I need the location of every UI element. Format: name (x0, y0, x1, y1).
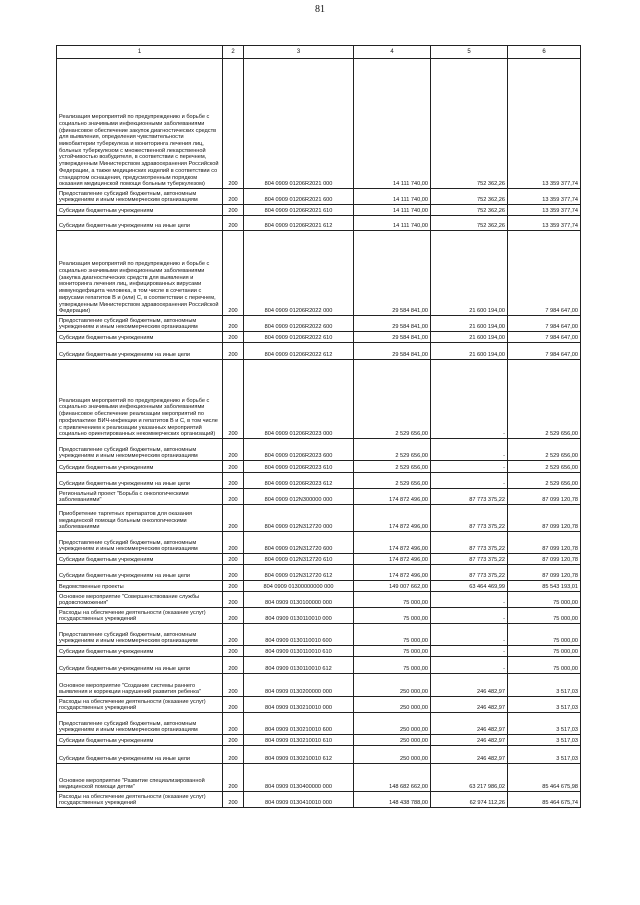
row-name-cell: Региональный проект "Борьба с онкологическими заболеваниями" (57, 489, 223, 505)
table-row (57, 554, 581, 565)
table-row (57, 697, 581, 713)
row-kbk-cell: 804 0909 01206R2022 600 (244, 316, 354, 332)
row-approved-amount-cell: 75 000,00 (354, 657, 431, 674)
row-code-cell: 200 (223, 657, 244, 674)
row-kbk-cell: 804 0909 01206R2022 610 (244, 332, 354, 343)
table-row (57, 461, 581, 473)
row-kbk-cell: 804 0909 01206R2023 000 (244, 360, 354, 439)
row-code-cell: 200 (223, 332, 244, 343)
row-remaining-amount-cell: 87 099 120,78 (508, 489, 581, 505)
row-executed-amount-cell: 752 362,26 (431, 205, 508, 216)
row-code-cell: 200 (223, 489, 244, 505)
row-remaining-amount-cell: 2 529 656,00 (508, 439, 581, 461)
row-approved-amount-cell: 14 111 740,00 (354, 59, 431, 189)
row-executed-amount-cell: - (431, 646, 508, 657)
row-code-cell: 200 (223, 343, 244, 360)
row-code-cell: 200 (223, 608, 244, 624)
table-row (57, 439, 581, 461)
row-name-cell: Основное мероприятие "Совершенствование службы родовспоможения" (57, 592, 223, 608)
row-remaining-amount-cell: 75 000,00 (508, 608, 581, 624)
row-remaining-amount-cell: 13 359 377,74 (508, 189, 581, 205)
row-remaining-amount-cell: 3 517,03 (508, 674, 581, 697)
row-remaining-amount-cell: 13 359 377,74 (508, 205, 581, 216)
row-executed-amount-cell: 62 974 112,26 (431, 792, 508, 808)
row-name-cell: Субсидии бюджетным учреждениям (57, 554, 223, 565)
table-row (57, 216, 581, 231)
row-name-cell: Предоставление субсидий бюджетным, автономным учреждениям и иным некоммерческим организациям (57, 189, 223, 205)
row-kbk-cell: 804 0909 0130210010 610 (244, 735, 354, 746)
row-executed-amount-cell: - (431, 608, 508, 624)
row-approved-amount-cell: 148 438 788,00 (354, 792, 431, 808)
row-approved-amount-cell: 148 682 662,00 (354, 764, 431, 792)
row-remaining-amount-cell: 75 000,00 (508, 592, 581, 608)
row-approved-amount-cell: 149 007 662,00 (354, 581, 431, 592)
row-approved-amount-cell: 2 529 656,00 (354, 360, 431, 439)
row-kbk-cell: 804 0909 01300000000 000 (244, 581, 354, 592)
row-remaining-amount-cell: 85 543 193,01 (508, 581, 581, 592)
row-code-cell: 200 (223, 216, 244, 231)
row-remaining-amount-cell: 13 359 377,74 (508, 59, 581, 189)
row-name-cell: Предоставление субсидий бюджетным, автономным учреждениям и иным некоммерческим организациям (57, 316, 223, 332)
row-approved-amount-cell: 2 529 656,00 (354, 439, 431, 461)
row-remaining-amount-cell: 87 099 120,78 (508, 554, 581, 565)
row-executed-amount-cell: 752 362,26 (431, 59, 508, 189)
column-header: 4 (354, 46, 431, 59)
row-name-cell: Основное мероприятие "Развитие специализированной медицинской помощи детям" (57, 764, 223, 792)
row-code-cell: 200 (223, 646, 244, 657)
table-row (57, 316, 581, 332)
row-kbk-cell: 804 0909 0130410010 000 (244, 792, 354, 808)
row-code-cell: 200 (223, 473, 244, 489)
budget-table (56, 45, 581, 808)
row-approved-amount-cell: 29 584 841,00 (354, 343, 431, 360)
row-approved-amount-cell: 75 000,00 (354, 608, 431, 624)
row-approved-amount-cell: 250 000,00 (354, 735, 431, 746)
row-approved-amount-cell: 2 529 656,00 (354, 473, 431, 489)
table-row (57, 343, 581, 360)
row-code-cell: 200 (223, 439, 244, 461)
row-executed-amount-cell: - (431, 439, 508, 461)
row-remaining-amount-cell: 85 464 675,74 (508, 792, 581, 808)
row-executed-amount-cell: 752 362,26 (431, 189, 508, 205)
row-code-cell: 200 (223, 624, 244, 646)
row-kbk-cell: 804 0909 01206R2023 610 (244, 461, 354, 473)
table-row (57, 360, 581, 439)
row-kbk-cell: 804 0909 01206R2023 612 (244, 473, 354, 489)
table-row (57, 624, 581, 646)
column-header: 2 (223, 46, 244, 59)
table-row (57, 581, 581, 592)
row-approved-amount-cell: 29 584 841,00 (354, 231, 431, 316)
column-header: 1 (57, 46, 223, 59)
row-executed-amount-cell: 246 482,97 (431, 713, 508, 735)
row-approved-amount-cell: 250 000,00 (354, 746, 431, 764)
row-approved-amount-cell: 14 111 740,00 (354, 216, 431, 231)
row-code-cell: 200 (223, 581, 244, 592)
row-name-cell: Субсидии бюджетным учреждениям (57, 646, 223, 657)
row-code-cell: 200 (223, 532, 244, 554)
row-remaining-amount-cell: 2 529 656,00 (508, 461, 581, 473)
row-name-cell: Субсидии бюджетным учреждениям (57, 205, 223, 216)
table-row (57, 505, 581, 532)
row-approved-amount-cell: 174 872 496,00 (354, 532, 431, 554)
row-name-cell: Основное мероприятие "Создание системы раннего выявления и коррекции нарушений развития ребенка" (57, 674, 223, 697)
row-executed-amount-cell: 87 773 375,22 (431, 489, 508, 505)
row-code-cell: 200 (223, 505, 244, 532)
row-name-cell: Предоставление субсидий бюджетным, автономным учреждениям и иным некоммерческим организациям (57, 713, 223, 735)
row-code-cell: 200 (223, 697, 244, 713)
row-name-cell: Субсидии бюджетным учреждениям на иные цели (57, 565, 223, 581)
row-executed-amount-cell: 21 600 194,00 (431, 231, 508, 316)
row-kbk-cell: 804 0909 0130110010 612 (244, 657, 354, 674)
table-row (57, 332, 581, 343)
table-row (57, 489, 581, 505)
row-kbk-cell: 804 0909 012N300000 000 (244, 489, 354, 505)
table-row (57, 646, 581, 657)
row-kbk-cell: 804 0909 0130100000 000 (244, 592, 354, 608)
row-name-cell: Расходы на обеспечение деятельности (оказание услуг) государственных учреждений (57, 608, 223, 624)
table-row (57, 746, 581, 764)
row-remaining-amount-cell: 87 099 120,78 (508, 505, 581, 532)
column-header: 5 (431, 46, 508, 59)
table-row (57, 473, 581, 489)
row-kbk-cell: 804 0909 01206R2021 000 (244, 59, 354, 189)
row-remaining-amount-cell: 2 529 656,00 (508, 473, 581, 489)
row-name-cell: Субсидии бюджетным учреждениям (57, 735, 223, 746)
row-kbk-cell: 804 0909 0130400000 000 (244, 764, 354, 792)
row-code-cell: 200 (223, 565, 244, 581)
row-code-cell: 200 (223, 316, 244, 332)
row-remaining-amount-cell: 7 984 647,00 (508, 332, 581, 343)
row-approved-amount-cell: 29 584 841,00 (354, 316, 431, 332)
row-name-cell: Реализация мероприятий по предупреждению и борьбе с социально значимыми инфекционными заболеваниями (закупка диагностических средств для выявления и мониторинга лечения лиц, инфицированных вирусами иммунодефицита человека, в том числе в сочетании с вирусами гепатитов B и (или) C, в соответствии с перечнем, утвержденным Министерством здравоохранения Российской Федерации) (57, 231, 223, 316)
table-row (57, 231, 581, 316)
row-executed-amount-cell: - (431, 624, 508, 646)
row-executed-amount-cell: 246 482,97 (431, 735, 508, 746)
row-code-cell: 200 (223, 592, 244, 608)
row-remaining-amount-cell: 75 000,00 (508, 624, 581, 646)
row-name-cell: Расходы на обеспечение деятельности (оказание услуг) государственных учреждений (57, 792, 223, 808)
row-name-cell: Субсидии бюджетным учреждениям на иные цели (57, 343, 223, 360)
row-executed-amount-cell: 63 217 986,02 (431, 764, 508, 792)
row-executed-amount-cell: 21 600 194,00 (431, 332, 508, 343)
row-code-cell: 200 (223, 713, 244, 735)
row-executed-amount-cell: - (431, 592, 508, 608)
row-executed-amount-cell: 246 482,97 (431, 697, 508, 713)
row-code-cell: 200 (223, 205, 244, 216)
row-approved-amount-cell: 75 000,00 (354, 592, 431, 608)
row-remaining-amount-cell: 75 000,00 (508, 646, 581, 657)
row-approved-amount-cell: 174 872 496,00 (354, 489, 431, 505)
row-remaining-amount-cell: 7 984 647,00 (508, 231, 581, 316)
row-approved-amount-cell: 14 111 740,00 (354, 205, 431, 216)
table-header-row (57, 46, 581, 59)
row-approved-amount-cell: 75 000,00 (354, 624, 431, 646)
row-name-cell: Субсидии бюджетным учреждениям (57, 461, 223, 473)
row-remaining-amount-cell: 87 099 120,78 (508, 532, 581, 554)
table-row (57, 735, 581, 746)
row-approved-amount-cell: 75 000,00 (354, 646, 431, 657)
row-name-cell: Реализация мероприятий по предупреждению и борьбе с социально значимыми инфекционными заболеваниями (финансовое обеспечение реализации мероприятий по профилактике ВИЧ-инфекции и гепатитов B и C, в том числе с привлечением к реализации указанных мероприятий социально ориентированных некоммерческих организаций) (57, 360, 223, 439)
row-name-cell: Предоставление субсидий бюджетным, автономным учреждениям и иным некоммерческим организациям (57, 439, 223, 461)
row-remaining-amount-cell: 3 517,03 (508, 697, 581, 713)
row-name-cell: Субсидии бюджетным учреждениям на иные цели (57, 473, 223, 489)
page-number: 81 (315, 4, 325, 15)
column-header: 6 (508, 46, 581, 59)
row-name-cell: Предоставление субсидий бюджетным, автономным учреждениям и иным некоммерческим организациям (57, 532, 223, 554)
row-executed-amount-cell: 246 482,97 (431, 746, 508, 764)
row-code-cell: 200 (223, 674, 244, 697)
row-remaining-amount-cell: 87 099 120,78 (508, 565, 581, 581)
row-kbk-cell: 804 0909 012N312720 612 (244, 565, 354, 581)
table-row (57, 189, 581, 205)
row-executed-amount-cell: 87 773 375,22 (431, 565, 508, 581)
row-kbk-cell: 804 0909 01206R2023 600 (244, 439, 354, 461)
row-remaining-amount-cell: 7 984 647,00 (508, 316, 581, 332)
row-approved-amount-cell: 174 872 496,00 (354, 565, 431, 581)
row-code-cell: 200 (223, 792, 244, 808)
table-row (57, 592, 581, 608)
row-kbk-cell: 804 0909 01206R2021 610 (244, 205, 354, 216)
table-row (57, 764, 581, 792)
row-code-cell: 200 (223, 59, 244, 189)
row-remaining-amount-cell: 3 517,03 (508, 735, 581, 746)
row-remaining-amount-cell: 13 359 377,74 (508, 216, 581, 231)
row-executed-amount-cell: 21 600 194,00 (431, 343, 508, 360)
row-name-cell: Расходы на обеспечение деятельности (оказание услуг) государственных учреждений (57, 697, 223, 713)
row-name-cell: Предоставление субсидий бюджетным, автономным учреждениям и иным некоммерческим организациям (57, 624, 223, 646)
row-executed-amount-cell: 87 773 375,22 (431, 532, 508, 554)
row-executed-amount-cell: 21 600 194,00 (431, 316, 508, 332)
table-row (57, 713, 581, 735)
row-remaining-amount-cell: 3 517,03 (508, 746, 581, 764)
row-executed-amount-cell: 752 362,26 (431, 216, 508, 231)
row-remaining-amount-cell: 3 517,03 (508, 713, 581, 735)
row-code-cell: 200 (223, 189, 244, 205)
row-kbk-cell: 804 0909 01206R2021 600 (244, 189, 354, 205)
row-approved-amount-cell: 174 872 496,00 (354, 505, 431, 532)
row-code-cell: 200 (223, 360, 244, 439)
table-row (57, 532, 581, 554)
row-approved-amount-cell: 250 000,00 (354, 697, 431, 713)
row-code-cell: 200 (223, 746, 244, 764)
row-executed-amount-cell: 87 773 375,22 (431, 554, 508, 565)
row-remaining-amount-cell: 85 464 675,98 (508, 764, 581, 792)
row-executed-amount-cell: 63 464 469,99 (431, 581, 508, 592)
row-approved-amount-cell: 250 000,00 (354, 713, 431, 735)
row-code-cell: 200 (223, 764, 244, 792)
row-executed-amount-cell: - (431, 473, 508, 489)
table-row (57, 59, 581, 189)
row-kbk-cell: 804 0909 0130210010 000 (244, 697, 354, 713)
row-code-cell: 200 (223, 461, 244, 473)
row-remaining-amount-cell: 7 984 647,00 (508, 343, 581, 360)
row-kbk-cell: 804 0909 0130110010 000 (244, 608, 354, 624)
row-kbk-cell: 804 0909 012N312720 600 (244, 532, 354, 554)
row-executed-amount-cell: - (431, 461, 508, 473)
column-header: 3 (244, 46, 354, 59)
row-kbk-cell: 804 0909 0130110010 600 (244, 624, 354, 646)
table-row (57, 657, 581, 674)
table-row (57, 565, 581, 581)
row-approved-amount-cell: 250 000,00 (354, 674, 431, 697)
row-executed-amount-cell: 246 482,97 (431, 674, 508, 697)
row-kbk-cell: 804 0909 0130210010 600 (244, 713, 354, 735)
row-name-cell: Приобретение таргетных препаратов для оказания медицинской помощи больным онкологическими заболеваниями (57, 505, 223, 532)
table-row (57, 608, 581, 624)
row-approved-amount-cell: 14 111 740,00 (354, 189, 431, 205)
row-name-cell: Субсидии бюджетным учреждениям (57, 332, 223, 343)
row-kbk-cell: 804 0909 012N312720 610 (244, 554, 354, 565)
row-kbk-cell: 804 0909 01206R2022 000 (244, 231, 354, 316)
row-name-cell: Ведомственные проекты (57, 581, 223, 592)
row-kbk-cell: 804 0909 0130110010 610 (244, 646, 354, 657)
row-executed-amount-cell: - (431, 657, 508, 674)
row-remaining-amount-cell: 75 000,00 (508, 657, 581, 674)
table-row (57, 205, 581, 216)
row-kbk-cell: 804 0909 0130200000 000 (244, 674, 354, 697)
row-name-cell: Субсидии бюджетным учреждениям на иные цели (57, 657, 223, 674)
table-row (57, 674, 581, 697)
row-code-cell: 200 (223, 231, 244, 316)
row-code-cell: 200 (223, 554, 244, 565)
row-name-cell: Реализация мероприятий по предупреждению и борьбе с социально значимыми инфекционными заболеваниями (финансовое обеспечение закупок диагностических средств для выявления, определения чувствительности микобактерии туберкулеза и мониторинга лечения лиц, больных туберкулезом с множественной лекарственной устойчивостью возбудителя, в соответствии с перечнем, утвержденным Министерством здравоохранения Российской Федерации, а также медицинских изделий в соответствии со стандартом оснащения, предусмотренным порядком оказания медицинской помощи больным туберкулезом) (57, 59, 223, 189)
row-name-cell: Субсидии бюджетным учреждениям на иные цели (57, 746, 223, 764)
row-kbk-cell: 804 0909 0130210010 612 (244, 746, 354, 764)
row-executed-amount-cell: - (431, 360, 508, 439)
row-kbk-cell: 804 0909 01206R2021 612 (244, 216, 354, 231)
row-kbk-cell: 804 0909 012N312720 000 (244, 505, 354, 532)
row-approved-amount-cell: 2 529 656,00 (354, 461, 431, 473)
row-approved-amount-cell: 174 872 496,00 (354, 554, 431, 565)
row-kbk-cell: 804 0909 01206R2022 612 (244, 343, 354, 360)
row-executed-amount-cell: 87 773 375,22 (431, 505, 508, 532)
row-code-cell: 200 (223, 735, 244, 746)
row-approved-amount-cell: 29 584 841,00 (354, 332, 431, 343)
row-remaining-amount-cell: 2 529 656,00 (508, 360, 581, 439)
table-row (57, 792, 581, 808)
row-name-cell: Субсидии бюджетным учреждениям на иные цели (57, 216, 223, 231)
